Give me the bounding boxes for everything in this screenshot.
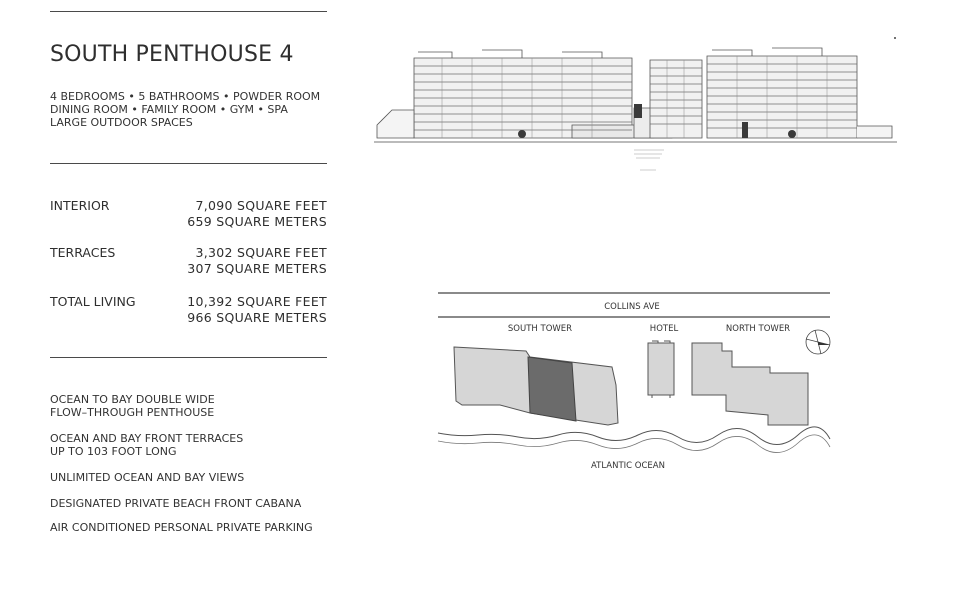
spec-values	[187, 294, 327, 326]
spec-terraces	[50, 245, 327, 279]
highlight-line: DESIGNATED PRIVATE BEACH FRONT CABANA	[50, 497, 302, 510]
highlight-line: AIR CONDITIONED PERSONAL PRIVATE PARKING	[50, 521, 313, 534]
street-label: COLLINS AVE	[604, 302, 660, 312]
spec-interior	[50, 198, 327, 232]
highlight-item	[50, 497, 301, 510]
spec-total-living	[50, 294, 327, 328]
highlight-line: UNLIMITED OCEAN AND BAY VIEWS	[50, 471, 245, 484]
building-elevation-drawing	[372, 30, 902, 185]
north-tower-footprint	[692, 343, 808, 425]
highlight-item	[50, 432, 243, 458]
highlight-line: UP TO 103 FOOT LONG	[50, 445, 177, 458]
feature-line: 4 BEDROOMS • 5 BATHROOMS • POWDER ROOM	[50, 90, 321, 103]
spec-sqft: 7,090 SQUARE FEET	[195, 198, 327, 213]
compass-icon	[806, 330, 830, 354]
highlight-line: FLOW–THROUGH PENTHOUSE	[50, 406, 215, 419]
divider	[50, 357, 327, 358]
site-plan	[430, 285, 835, 480]
spec-label: TOTAL LIVING	[50, 294, 136, 309]
features-list	[50, 90, 320, 129]
highlight-item	[50, 521, 313, 534]
spec-label: INTERIOR	[50, 198, 110, 213]
highlight-line: OCEAN AND BAY FRONT TERRACES	[50, 432, 244, 445]
spec-sqm: 659 SQUARE METERS	[187, 214, 327, 229]
feature-line: DINING ROOM • FAMILY ROOM • GYM • SPA	[50, 103, 288, 116]
highlight-line: OCEAN TO BAY DOUBLE WIDE	[50, 393, 215, 406]
page-title: SOUTH PENTHOUSE 4	[50, 42, 294, 67]
south-tower-label: SOUTH TOWER	[507, 324, 573, 334]
spec-sqm: 307 SQUARE METERS	[187, 261, 327, 276]
north-tower-label: NORTH TOWER	[725, 324, 791, 334]
spec-sqft: 3,302 SQUARE FEET	[195, 245, 327, 260]
hotel-label: HOTEL	[649, 324, 679, 334]
highlight-item	[50, 393, 215, 419]
hotel-footprint	[648, 343, 674, 395]
spec-sqft: 10,392 SQUARE FEET	[187, 294, 327, 309]
ocean-label: ATLANTIC OCEAN	[591, 461, 665, 471]
spec-sqm: 966 SQUARE METERS	[187, 310, 327, 325]
highlight-item	[50, 471, 244, 484]
spec-label: TERRACES	[50, 245, 116, 260]
shoreline	[438, 427, 830, 445]
feature-line: LARGE OUTDOOR SPACES	[50, 116, 193, 129]
divider	[50, 163, 327, 164]
spec-values	[187, 198, 327, 230]
spec-values	[187, 245, 327, 277]
penthouse-highlight	[528, 357, 576, 421]
top-divider	[50, 11, 327, 12]
